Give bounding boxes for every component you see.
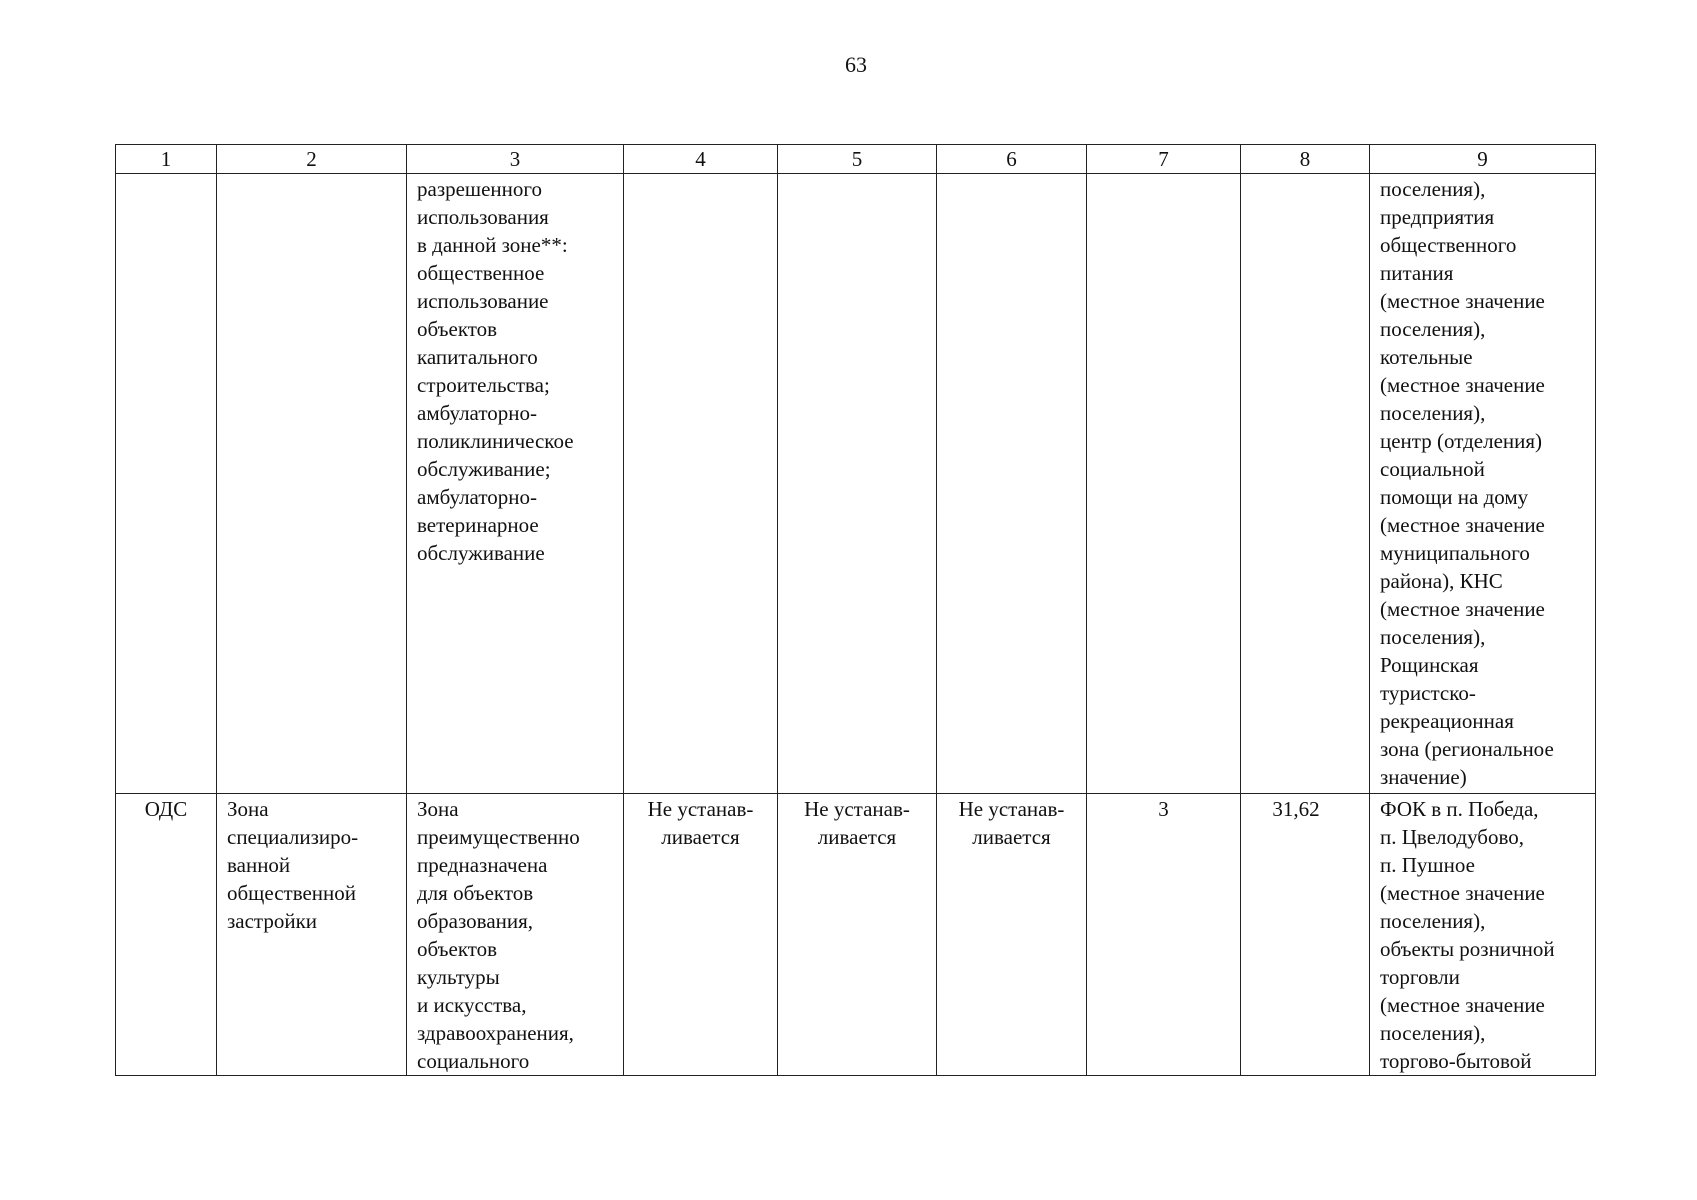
table-header-row bbox=[116, 145, 1596, 174]
column-number-6: 6 bbox=[937, 145, 1087, 174]
table-row bbox=[116, 794, 1596, 1076]
column-5-text bbox=[778, 174, 936, 175]
column-6-cell bbox=[937, 174, 1087, 794]
column-4-text: Не устанав- ливается bbox=[647, 797, 754, 849]
zone-description-text: Зона преимущественно предназначена для объектов образования, объектов культуры и искусства, здравоохранения, социального bbox=[417, 797, 580, 1073]
zone-code-cell bbox=[116, 794, 217, 1076]
column-number-1: 1 bbox=[116, 145, 217, 174]
planned-objects-text: поселения), предприятия общественного питания (местное значение поселения), котельные (местное значение поселения), центр (отделения) социальной помощи на дому (местное значение муниципального района), КНС (местное значение поселения), Рощинская туристско- рекреационная зона (региональное значение) bbox=[1380, 177, 1554, 789]
column-5-cell bbox=[778, 794, 937, 1076]
zoning-table bbox=[115, 144, 1596, 1076]
column-4-cell bbox=[624, 794, 778, 1076]
column-7-cell bbox=[1087, 174, 1241, 794]
zone-name-text bbox=[217, 174, 406, 175]
column-number-8: 8 bbox=[1241, 145, 1370, 174]
page-number: 63 bbox=[845, 52, 867, 77]
zone-description-cell bbox=[407, 174, 624, 794]
column-7-text bbox=[1087, 174, 1240, 175]
column-7-cell bbox=[1087, 794, 1241, 1076]
column-number-5: 5 bbox=[778, 145, 937, 174]
planned-objects-cell bbox=[1370, 174, 1596, 794]
column-6-cell bbox=[937, 794, 1087, 1076]
planned-objects-cell bbox=[1370, 794, 1596, 1076]
column-8-cell bbox=[1241, 174, 1370, 794]
column-5-cell bbox=[778, 174, 937, 794]
column-number-4: 4 bbox=[624, 145, 778, 174]
column-6-text: Не устанав- ливается bbox=[958, 797, 1065, 849]
table-row bbox=[116, 174, 1596, 794]
column-8-text bbox=[1241, 174, 1369, 175]
column-8-text: 31,62 bbox=[1272, 797, 1320, 821]
column-8-cell bbox=[1241, 794, 1370, 1076]
column-number-7: 7 bbox=[1087, 145, 1241, 174]
zone-name-cell bbox=[217, 174, 407, 794]
zone-description-text: разрешенного использования в данной зоне**: общественное использование объектов капитального строительства; амбулаторно- поликлиническое обслуживание; амбулаторно- ветеринарное обслуживание bbox=[417, 177, 574, 565]
column-5-text: Не устанав- ливается bbox=[804, 797, 910, 849]
zone-description-cell bbox=[407, 794, 624, 1076]
column-6-text bbox=[937, 174, 1086, 175]
column-number-9: 9 bbox=[1370, 145, 1596, 174]
column-4-cell bbox=[624, 174, 778, 794]
column-4-text bbox=[624, 174, 777, 175]
zone-name-cell bbox=[217, 794, 407, 1076]
column-number-3: 3 bbox=[407, 145, 624, 174]
zone-code-text bbox=[116, 174, 216, 175]
zone-code-cell bbox=[116, 174, 217, 794]
column-number-2: 2 bbox=[217, 145, 407, 174]
planned-objects-text: ФОК в п. Победа, п. Цвелодубово, п. Пушное (местное значение поселения), объекты розничной торговли (местное значение поселения), торгово-бытовой bbox=[1380, 797, 1555, 1073]
zone-code-text: ОДС bbox=[144, 797, 188, 821]
zone-name-text: Зона специализиро- ванной общественной застройки bbox=[227, 797, 359, 933]
column-7-text: 3 bbox=[1158, 797, 1169, 821]
